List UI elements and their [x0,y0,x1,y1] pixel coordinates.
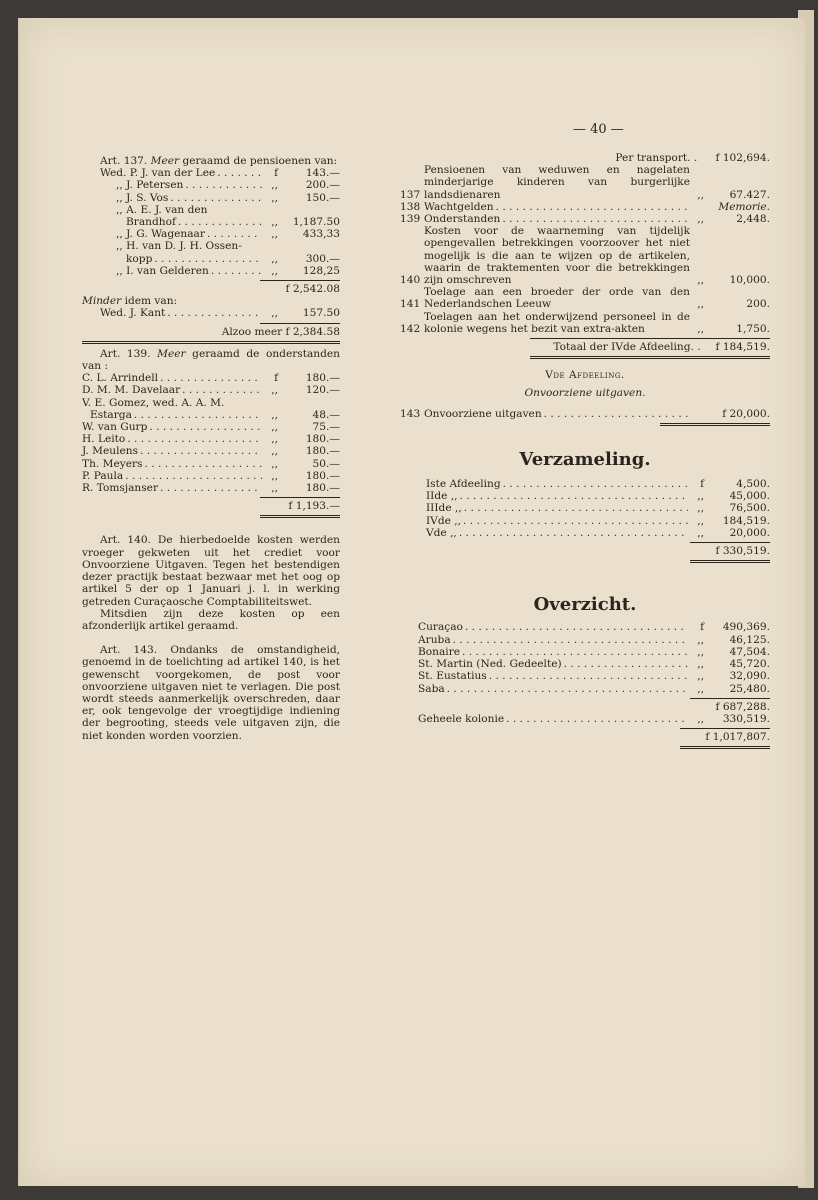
geheele-kolonie: Geheele kolonie . . . ,, 330,519. [400,713,770,725]
list-item: kopp . . . ,, 300.— [82,253,340,265]
list-item: ,, J. Petersen . . . ,, 200.— [82,179,340,191]
verzameling-list [400,478,770,539]
list-item: J. Meulens . . . ,, 180.— [82,445,340,457]
list-item: Wed. J. Kant . . . ,, 157.50 [82,307,340,319]
list-item: Aruba . . . ,, 46,125. [418,634,770,646]
art139-list [82,372,340,494]
list-item: Bonaire . . . ,, 47,504. [418,646,770,658]
budget-item-139: 139 Onderstanden . . . ,, 2,448. [400,213,770,225]
list-item: St. Martin (Ned. Gedeelte) . . . ,, 45,720. [418,658,770,670]
divider [530,338,770,339]
double-divider [82,341,340,344]
budget-item-141: 141 Toelage aan een broeder der orde van den Nederlandschen Leeuw ,, 200. [400,286,770,311]
afdeeling-v-title: Vde Afdeeling. [545,369,625,382]
list-item: C. L. Arrindell . . . f 180.— [82,372,340,384]
grand-total: f 1,017,807. [705,731,770,744]
divider [690,542,770,543]
list-item: V. E. Gomez, wed. A. A. M. [82,396,225,409]
double-divider [680,746,770,749]
double-divider [260,515,340,518]
divider [260,323,340,324]
divider [680,728,770,729]
art140-paragraph-2: Mitsdien zijn deze kosten op een afzonderlijk artikel geraamd. [82,607,340,632]
art139-total: f 1,193.— [288,500,340,513]
art143-paragraph: Art. 143. Ondanks de omstandigheid, genoemd in de toelichting ad artikel 140, is het gewenscht voorgekomen, de post voor onvoorziene uitgaven niet te verlagen. Die post wordt steeds aanmerkelijk overschreden, daar er, ook tengevolge der vroegtijdige indiening der begrooting, steeds vele uitgaven zijn, die niet konden worden voorzien. [82,644,340,742]
list-item: R. Tomsjanser . . . ,, 180.— [82,482,340,494]
budget-item-142: 142 Toelagen aan het onderwijzend personeel in de kolonie wegens het bezit van extra-akten ,, 1,750. [400,310,770,335]
divider [260,280,340,281]
overzicht-list [400,621,770,694]
list-item: W. van Gurp . . . ,, 75.— [82,421,340,433]
art137-intro: Art. 137. Meer geraamd de pensioenen van: [100,155,338,167]
art140-paragraph: Art. 140. De hierbedoelde kosten werden vroeger gekweten uit het crediet voor Onvoorziene Uitgaven. Tegen het bestendigen dezer practijk bestaat bezwaar met het oog op artikel 5 der op 1 Januari j. l. in werking getreden Curaçaosche Comptabiliteitswet. [82,534,340,608]
double-divider [660,423,770,426]
art137-alzoo: Alzoo meer f 2,384.58 [221,325,340,338]
list-item: IIIde ,, . . . ,, 76,500. [426,502,770,514]
overzicht-heading: Overzicht. [533,594,637,616]
list-item: Saba . . . ,, 25,480. [418,683,770,695]
minder-line: Minder idem van: [82,295,178,308]
transport-line: Per transport. . f 102,694. [615,152,770,164]
list-item: ,, A. E. J. van den [116,203,208,216]
list-item: ,, I. van Gelderen . . . ,, 128,25 [82,265,340,277]
list-item: St. Eustatius . . . ,, 32,090. [418,670,770,682]
right-column [400,152,770,751]
divider [260,497,340,498]
overzicht-subtotal: f 687,288. [715,700,770,713]
list-item: Curaçao . . . f 490,369. [418,621,770,633]
budget-item-143: 143 Onvoorziene uitgaven . . . f 20,000. [400,408,770,420]
totaal-ivde: Totaal der IVde Afdeeling. . f 184,519. [553,341,770,354]
list-item: Vde ,, . . . ,, 20,000. [426,527,770,539]
art137-list [82,167,340,277]
art137-subtotal: f 2,542.08 [285,283,340,296]
list-item: ,, H. van D. J. H. Ossen- [116,240,242,253]
budget-item-140: 140 Kosten voor de waarneming van tijdelijk opengevallen betrekkingen voorzoover het niet mogelijk is die aan te wijzen op de artikelen, waarin de traktementen voor die betrekkingen zijn omschreven ,, 10,000. [400,225,770,287]
art139-intro: Art. 139. Meer geraamd de onderstanden van : [82,347,340,373]
list-item: ,, J. S. Vos . . . ,, 150.— [82,192,340,204]
afdeeling-v-subtitle: Onvoorziene uitgaven. [524,387,646,400]
list-item: Brandhof . . . ,, 1,187.50 [82,216,340,228]
list-item: P. Paula . . . ,, 180.— [82,470,340,482]
double-divider [530,356,770,359]
budget-item-138: 138 Wachtgelden . . . Memorie. [400,201,770,213]
list-item: Th. Meyers . . . ,, 50.— [82,458,340,470]
divider [690,698,770,699]
list-item: ,, J. G. Wagenaar . . . ,, 433,33 [82,228,340,240]
verzameling-heading: Verzameling. [519,448,651,470]
list-item: D. M. M. Davelaar . . . ,, 120.— [82,384,340,396]
list-item: IIde ,, . . . ,, 45,000. [426,490,770,502]
list-item: Wed. P. J. van der Lee . . . f 143.— [82,167,340,179]
list-item: Iste Afdeeling . . . f 4,500. [426,478,770,490]
left-column [82,155,340,742]
budget-item-137: 137 Pensioenen van weduwen en nagelaten minderjarige kinderen van burgerlijke landsdienaren ,, 67.427. [400,164,770,201]
double-divider [690,560,770,563]
list-item: H. Leito . . . ,, 180.— [82,433,340,445]
verzameling-total: f 330,519. [715,545,770,558]
list-item: IVde ,, . . . ,, 184,519. [426,515,770,527]
page-number: — 40 — [573,122,624,137]
list-item: Estarga . . . ,, 48.— [82,409,340,421]
